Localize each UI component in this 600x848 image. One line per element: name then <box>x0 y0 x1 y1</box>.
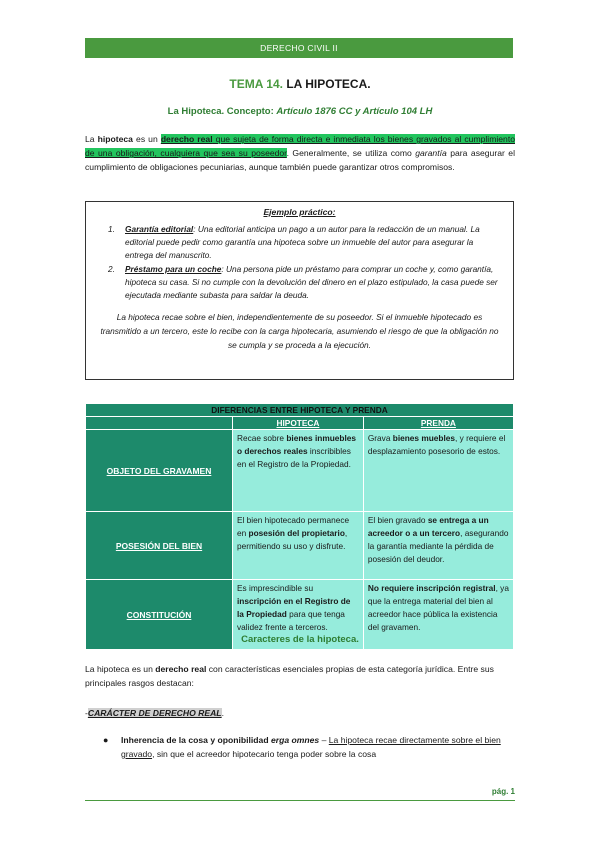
cell-bold: No requiere inscripción registral <box>367 583 496 593</box>
cell-text: Recae sobre <box>237 433 287 443</box>
subtitle-prefix: La Hipoteca. Concepto: <box>167 106 277 117</box>
table-row <box>86 512 514 580</box>
example-item <box>108 223 503 262</box>
example-item <box>108 263 503 302</box>
tema-name: LA HIPOTECA. <box>286 77 371 91</box>
cell-text: para que tenga validez frente a terceros. <box>237 609 345 632</box>
example-text <box>125 223 503 262</box>
bullet-item <box>103 733 515 761</box>
differences-table <box>85 403 514 650</box>
footer-line <box>85 800 515 801</box>
intro-text: para asegurar el cumplimiento de obligaciones pecuniarias, aunque también puede garantizar otros compromisos. <box>85 148 516 172</box>
bullet-rest: , sin que el acreedor hipotecario tenga poder sobre la cosa <box>152 749 377 759</box>
example-label: Préstamo para un coche <box>125 264 222 274</box>
para-text: La hipoteca es un <box>85 664 156 674</box>
intro-text: es un <box>132 134 161 144</box>
table-title: DIFERENCIAS ENTRE HIPOTECA Y PRENDA <box>86 404 514 417</box>
example-number: 2. <box>108 264 115 274</box>
table-corner <box>86 417 233 430</box>
intro-text: . Generalmente, se utiliza como <box>286 148 416 158</box>
subtitle-refs: Artículo 1876 CC y Artículo 104 LH <box>276 106 433 117</box>
cell-text: inscribibles en el Registro de la Propiedad. <box>237 446 351 469</box>
caracter-heading <box>85 706 224 720</box>
example-list <box>96 223 503 302</box>
example-title: Ejemplo práctico: <box>263 207 336 217</box>
cell-bold: bienes muebles <box>392 433 456 443</box>
cell-text: , y requiere el desplazamiento posesorio de estos. <box>367 433 506 456</box>
intro-term: hipoteca <box>97 134 133 144</box>
intro-italic: garantía <box>415 148 447 158</box>
intro-highlight: que sujeta de forma directa e inmediata los bienes gravados al cumplimiento de una obligación, cualquiera que sea su poseedor <box>85 134 515 158</box>
page-number: pág. 1 <box>491 787 515 796</box>
cell-text: Es imprescindible su <box>237 583 314 593</box>
heading-end: . <box>221 708 224 718</box>
concept-subtitle <box>0 106 600 117</box>
example-note: La hipoteca recae sobre el bien, independientemente de su poseedor. Si el inmueble hipotecado es transmitido a un tercero, este lo recibe con la carga hipotecaria, asumiendo el riesgo de que la obligación no se cumpla y se proceda a la ejecución. <box>100 312 499 350</box>
page-title <box>0 77 600 91</box>
intro-text: La <box>85 134 98 144</box>
bullet-bold: Inherencia de la cosa y oponibilidad <box>121 735 271 745</box>
example-number: 1. <box>108 224 115 234</box>
header-bar <box>85 38 513 58</box>
col-head-hipoteca: HIPOTECA <box>233 417 364 430</box>
row-label-constitucion: CONSTITUCIÓN <box>86 580 233 650</box>
bullet-dash: – <box>319 735 329 745</box>
cell-hipoteca <box>233 512 364 580</box>
cell-bold: inscripción en el Registro de la Propiedad <box>237 596 351 619</box>
tema-number: TEMA 14. <box>229 77 283 91</box>
cell-text: , asegurando la garantía mediante la pérdida de posesión del deudor. <box>367 528 509 564</box>
example-body: : Una editorial anticipa un pago a un autor para la redacción de un manual. La editorial puede pedir como garantía una hipoteca sobre un inmueble del autor para asegurar la entrega del manuscrito. <box>125 224 480 260</box>
row-label-posesion: POSESIÓN DEL BIEN <box>86 512 233 580</box>
intro-highlight: derecho real <box>160 134 213 144</box>
para-bold: derecho real <box>155 664 207 674</box>
bullet-underlined: La hipoteca recae directamente sobre el bien gravado <box>121 735 501 759</box>
example-body: : Una persona pide un préstamo para comprar un coche y, como garantía, hipoteca su casa. Si no cumple con la devolución del dinero en el plazo estipulado, la casa puede ser ejecutada mediante subasta para saldar la deuda. <box>125 264 498 300</box>
caracteres-paragraph <box>85 662 515 690</box>
example-label: Garantía editorial <box>125 224 194 234</box>
row-label-objeto: OBJETO DEL GRAVAMEN <box>86 430 233 512</box>
cell-bold: posesión del propietario <box>248 528 345 538</box>
bullet-latin: erga omnes <box>270 735 320 745</box>
cell-text: , permitiendo su uso y disfrute. <box>237 528 348 551</box>
dash: - <box>85 708 88 718</box>
bullet-text <box>121 733 515 761</box>
cell-text: El bien hipotecado permanece en <box>237 515 350 538</box>
col-head-prenda: PRENDA <box>363 417 513 430</box>
cell-hipoteca <box>233 430 364 512</box>
cell-prenda <box>363 512 513 580</box>
course-title: DERECHO CIVIL II <box>260 43 338 53</box>
intro-paragraph <box>85 132 515 174</box>
table-row <box>86 430 514 512</box>
para-text: con características esenciales propias de esta categoría jurídica. Entre sus principales rasgos destacan: <box>85 664 494 688</box>
cell-text: Grava <box>367 433 393 443</box>
caracteres-title: Caracteres de la hipoteca. <box>241 634 359 645</box>
bullet-icon: ● <box>103 735 109 745</box>
cell-bold: se entrega a un acreedor o a un tercero <box>367 515 489 538</box>
cell-prenda <box>363 430 513 512</box>
cell-text: , ya que la entrega material del bien al acreedor hace pública la existencia del gravamen. <box>367 583 509 632</box>
cell-text: El bien gravado <box>367 515 428 525</box>
example-box <box>85 201 514 380</box>
example-text <box>125 263 503 302</box>
caracter-heading-text: CARÁCTER DE DERECHO REAL <box>87 708 222 718</box>
cell-bold: bienes inmuebles o derechos reales <box>237 433 356 456</box>
